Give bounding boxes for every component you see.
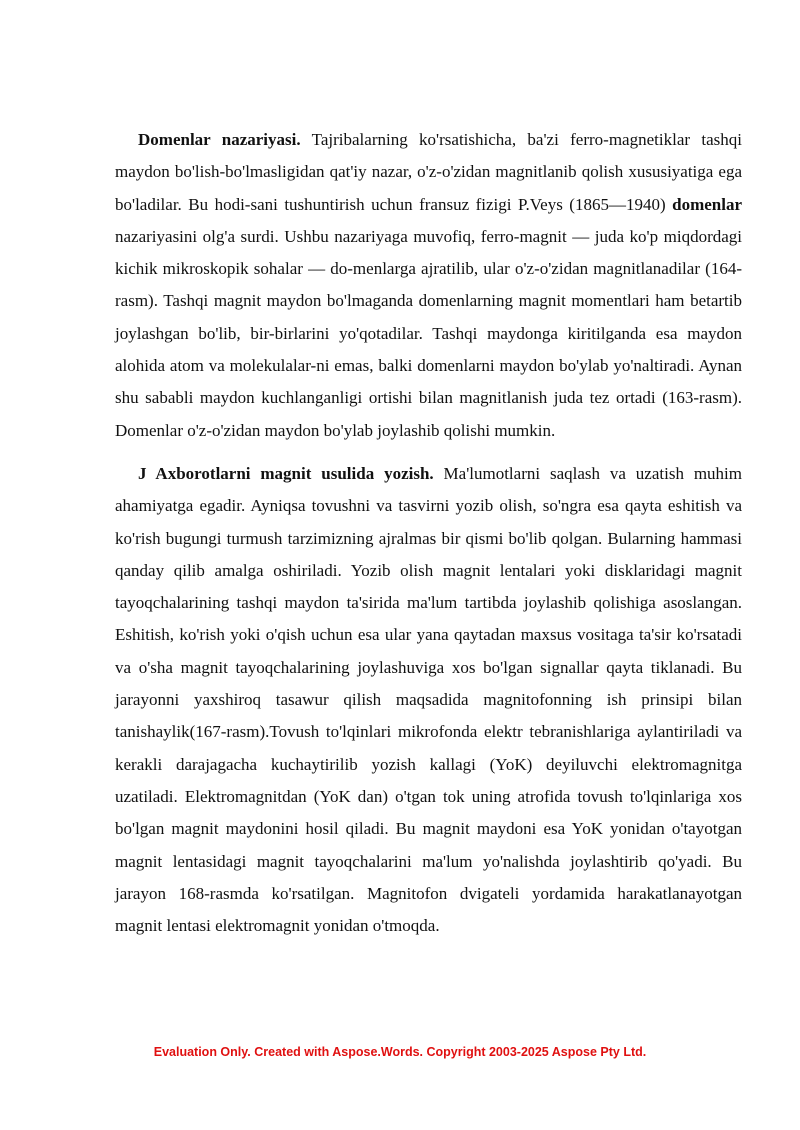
section-heading-domain-theory: Domenlar nazariyasi. (138, 130, 301, 149)
paragraph-magnetic-recording (115, 458, 742, 942)
paragraph-text: Ma'lumotlarni saqlash va uzatish muhim ahamiyatga egadir. Ayniqsa tovushni va tasvirni yozib olish, so'ngra esa qayta eshitish va ko'rish bugungi turmush tarzimizning ajralmas bir qismi bo'lib qolgan. Bularning hammasi qanday qilib amalga oshiriladi. Yozib olish magnit lentalari yoki disklaridagi magnit tayoqchalarining tashqi maydon ta'sirida ma'lum tartibda joylashib qolishiga asoslangan. Eshitish, ko'rish yoki o'qish uchun esa ular yana qaytadan maxsus vositaga ta'sir ko'rsatadi va o'sha magnit tayoqchalarining joylashuviga xos bo'lgan signallar qayta tiklanadi. Bu jarayonni yaxshiroq tasawur qilish maqsadida magnitofonning ish prinsipi bilan tanishaylik(167-rasm).Tovush to'lqinlari mikrofonda elektr tebranishlariga aylantiriladi va kerakli darajagacha kuchaytirilib yozish kallagi (YoK) deyiluvchi elektromagnitga uzatiladi. Elektromagnitdan (YoK dan) o'tgan tok uning atrofida tovush to'lqinlariga xos bo'lgan magnit maydonini hosil qiladi. Bu magnit maydoni esa YoK yonidan o'tayotgan magnit lentasidagi magnit tayoqchalarini ma'lum yo'nalishda joylashtirib qo'yadi. Bu jarayon 168-rasmda ko'rsatilgan. Magnitofon dvigateli yordamida harakatlanayotgan magnit lentasi elektromagnit yonidan o'tmoqda. (115, 463, 742, 936)
paragraph-text: Tajribalarning ko'rsatishicha, ba'zi ferro-magnetiklar tashqi maydon bo'lish-bo'lmasligidan qat'iy nazar, o'z-o'zidan magnitlanib qolish xususiyatiga ega bo'ladilar. Bu hodi-sani tushuntirish uchun fransuz fizigi P.Veys (1865—1940) (115, 130, 742, 214)
paragraph-text: nazariyasini olg'a surdi. Ushbu nazariyaga muvofiq, ferro-magnit — juda ko'p miqdordagi kichik mikroskopik sohalar — do-menlarga ajratilib, ular o'z-o'zidan magnitlanadilar (164- rasm). Tashqi magnit maydon bo'lmaganda domenlarning magnit momentlari ham betartib joylashgan bo'lib, bir-birlarini yo'qotadilar. Tashqi maydonga kiritilganda esa maydon alohida atom va molekulalar-ni emas, balki domenlarni maydon bo'ylab yo'naltiradi. Aynan shu sababli maydon kuchlanganligi ortishi bilan magnitlanish juda tez ortadi (163-rasm). Domenlar o'z-o'zidan maydon bo'ylab joylashib qolishi mumkin. (115, 226, 742, 440)
document-page (115, 124, 742, 942)
paragraph-domain-theory (115, 124, 742, 447)
section-heading-magnetic-recording: J Axborotlarni magnit usulida yozish. (138, 463, 434, 483)
evaluation-watermark: Evaluation Only. Created with Aspose.Words. Copyright 2003-2025 Aspose Pty Ltd. (153, 1045, 647, 1059)
bold-term-domenlar: domenlar (672, 194, 742, 214)
